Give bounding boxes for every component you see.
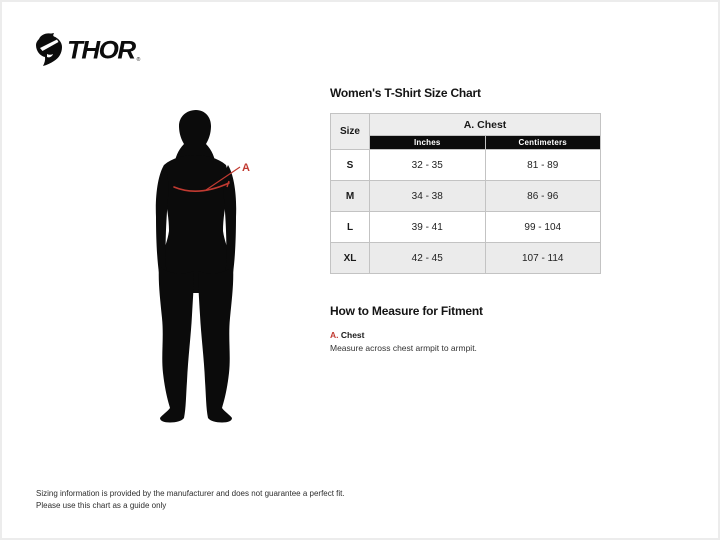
disclaimer-line-1: Sizing information is provided by the manufacturer and does not guarantee a perfect fit. (36, 489, 345, 498)
registered-trademark-mark: ® (136, 57, 141, 63)
inches-cell: 39 - 41 (370, 212, 486, 243)
measure-item-chest (330, 330, 602, 340)
disclaimer-line-2: Please use this chart as a guide only (36, 501, 167, 510)
measure-item-description: Measure across chest armpit to armpit. (330, 343, 477, 353)
centimeters-cell: 107 - 114 (485, 243, 601, 274)
table-row-m (331, 181, 601, 212)
brand-logo (35, 33, 140, 66)
measure-item-letter: A. (330, 330, 339, 340)
table-subheader-row (331, 136, 601, 150)
inches-cell: 42 - 45 (370, 243, 486, 274)
inches-cell: 32 - 35 (370, 150, 486, 181)
column-header-chest: A. Chest (370, 114, 601, 136)
column-header-size: Size (331, 114, 370, 150)
thor-helmet-icon (35, 33, 63, 66)
how-to-measure-title: How to Measure for Fitment (330, 304, 483, 318)
size-cell: XL (331, 243, 370, 274)
female-silhouette-graphic (148, 103, 258, 433)
table-row-s (331, 150, 601, 181)
size-chart-section (330, 86, 602, 353)
measurement-label-a: A (242, 162, 250, 174)
measure-item-name: Chest (340, 330, 365, 340)
size-chart-title: Women's T-Shirt Size Chart (330, 86, 481, 100)
column-header-inches: Inches (370, 136, 486, 150)
table-header-row (331, 114, 601, 136)
size-chart-table (330, 113, 601, 274)
centimeters-cell: 86 - 96 (485, 181, 601, 212)
column-header-centimeters: Centimeters (485, 136, 601, 150)
size-cell: M (331, 181, 370, 212)
size-cell: L (331, 212, 370, 243)
measurement-figure (148, 103, 258, 433)
table-row-l (331, 212, 601, 243)
centimeters-cell: 99 - 104 (485, 212, 601, 243)
brand-logo-text: THOR (67, 35, 135, 64)
centimeters-cell: 81 - 89 (485, 150, 601, 181)
size-cell: S (331, 150, 370, 181)
inches-cell: 34 - 38 (370, 181, 486, 212)
table-row-xl (331, 243, 601, 274)
sizing-disclaimer (36, 488, 345, 512)
